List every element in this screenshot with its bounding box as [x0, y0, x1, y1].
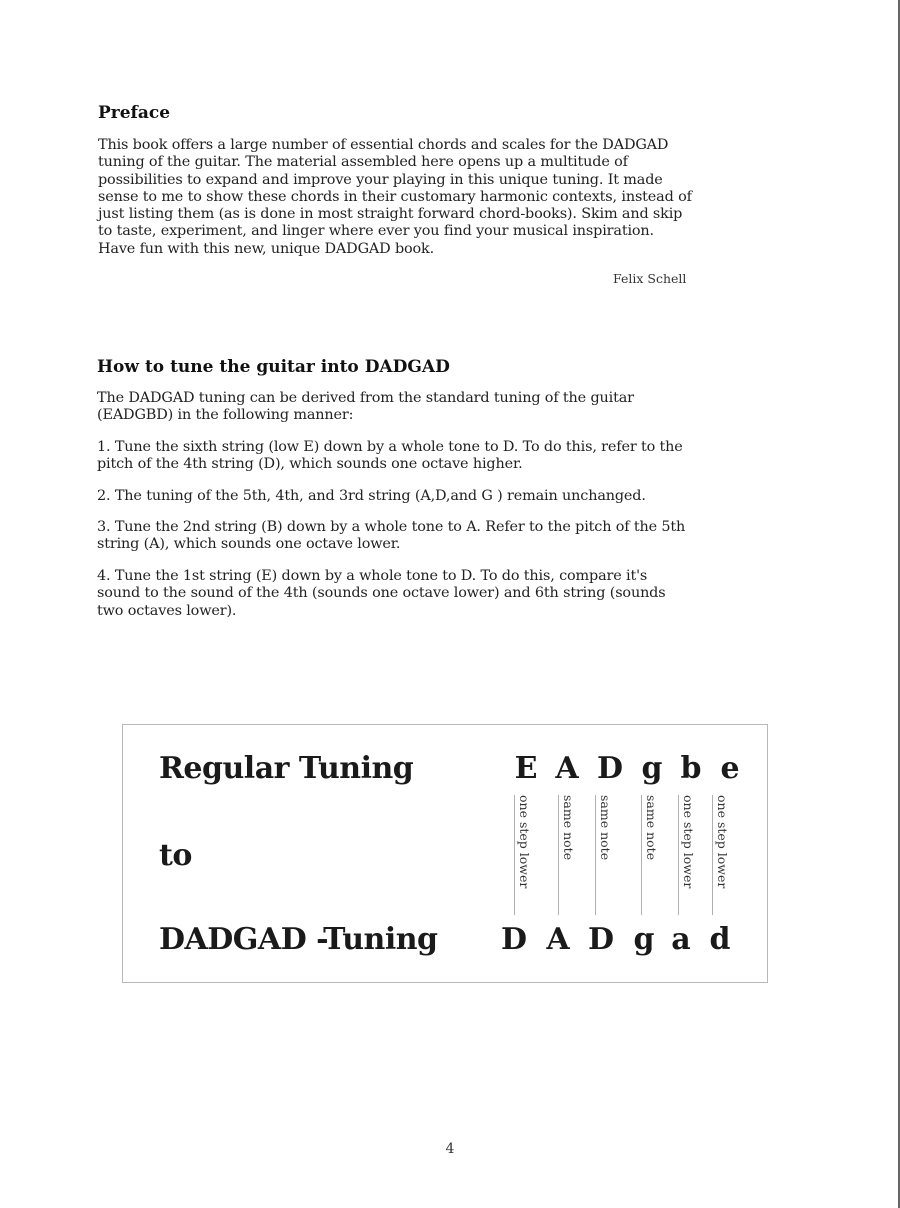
- tuning-intro: [97, 390, 797, 425]
- text-line: sense to me to show these chords in their customary harmonic contexts, instead of: [98, 188, 692, 205]
- regular-note: b: [680, 751, 702, 786]
- text-line: The DADGAD tuning can be derived from the standard tuning of the guitar: [97, 390, 634, 406]
- text-line: Have fun with this new, unique DADGAD book.: [98, 240, 435, 257]
- text-line: two octaves lower).: [97, 602, 237, 619]
- page-number: 4: [445, 1141, 455, 1157]
- tuning-diagram: [122, 724, 768, 983]
- string-change-label: same note: [558, 795, 576, 915]
- text-line: 1. Tune the sixth string (low E) down by a whole tone to D. To do this, refer to the: [97, 439, 683, 455]
- text-line: pitch of the 4th string (D), which sounds one octave higher.: [97, 456, 523, 473]
- regular-note: g: [641, 751, 663, 786]
- to-label: to: [159, 838, 192, 873]
- regular-note: e: [720, 751, 740, 786]
- regular-note: D: [596, 751, 623, 786]
- dadgad-note: a: [671, 922, 691, 957]
- author-signature: Felix Schell: [613, 271, 687, 286]
- text-line: (EADGBD) in the following manner:: [97, 407, 354, 424]
- dadgad-note: D: [587, 922, 614, 957]
- text-line: to taste, experiment, and linger where ever you find your musical inspiration.: [98, 223, 654, 240]
- tuning-step-2: [97, 488, 797, 505]
- text-line: This book offers a large number of essential chords and scales for the DADGAD: [98, 137, 669, 153]
- string-change-label: one step lower: [514, 795, 532, 915]
- text-line: possibilities to expand and improve your playing in this unique tuning. It made: [98, 171, 663, 188]
- string-change-label: same note: [595, 795, 613, 915]
- text-line: string (A), which sounds one octave lower.: [97, 536, 401, 553]
- string-change-label: one step lower: [678, 795, 696, 915]
- text-line: 3. Tune the 2nd string (B) down by a whole tone to A. Refer to the pitch of the 5th: [97, 519, 686, 535]
- tuning-heading: How to tune the guitar into DADGAD: [97, 357, 450, 377]
- dadgad-note: D: [500, 922, 527, 957]
- text-line: 2. The tuning of the 5th, 4th, and 3rd string (A,D,and G ) remain unchanged.: [97, 488, 646, 504]
- dadgad-tuning-label: DADGAD -Tuning: [159, 922, 438, 957]
- dadgad-note: d: [709, 922, 731, 957]
- text-line: tuning of the guitar. The material assembled here opens up a multitude of: [98, 154, 628, 171]
- regular-note: E: [514, 751, 538, 786]
- string-change-label: one step lower: [712, 795, 730, 915]
- string-change-label: same note: [641, 795, 659, 915]
- tuning-step-1: [97, 439, 797, 474]
- tuning-step-4: [97, 568, 797, 620]
- regular-note: A: [555, 751, 579, 786]
- preface-heading: Preface: [98, 103, 171, 123]
- preface-paragraph: [98, 137, 818, 258]
- text-line: just listing them (as is done in most straight forward chord-books). Skim and skip: [98, 206, 683, 223]
- dadgad-note: A: [546, 922, 570, 957]
- dadgad-note: g: [633, 922, 655, 957]
- text-line: sound to the sound of the 4th (sounds one octave lower) and 6th string (sounds: [97, 585, 666, 602]
- regular-tuning-label: Regular Tuning: [159, 751, 414, 786]
- text-line: 4. Tune the 1st string (E) down by a whole tone to D. To do this, compare it's: [97, 568, 648, 584]
- tuning-step-3: [97, 519, 797, 554]
